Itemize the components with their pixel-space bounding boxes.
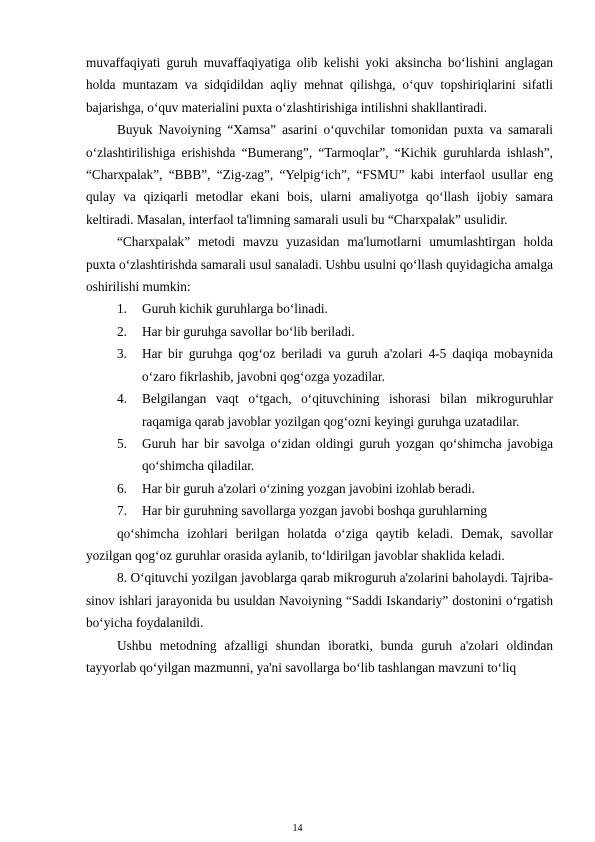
- paragraph-3: “Charxpalak” metodi mavzu yuzasidan ma'lumotlarni umumlashtirgan holda puxta o‘zlashtirishda samarali usul sanaladi. Ushbu usulni qo‘llash quyidagicha amalga oshirilishi mumkin:: [86, 234, 553, 295]
- list-item-number: 6.: [117, 480, 127, 496]
- paragraph-6: Ushbu metodning afzalligi shundan iboratki, bunda guruh a'zolari oldindan tayyorlab qo‘yilgan mazmunni, ya'ni savollarga bo‘lib tashlangan mavzuni to‘liq: [86, 637, 553, 675]
- list-item-text: Guruh har bir savolga o‘zidan oldingi guruh yozgan qo‘shimcha javobiga qo‘shimcha qiladilar.: [142, 435, 553, 474]
- list-item-number: 3.: [117, 346, 127, 362]
- numbered-list: [86, 298, 553, 522]
- document-page: [86, 52, 553, 679]
- page-number: 14: [292, 823, 303, 834]
- list-item-number: 1.: [117, 301, 127, 317]
- list-item: [86, 298, 553, 320]
- list-item-text: Guruh kichik guruhlarga bo‘linadi.: [142, 301, 328, 317]
- paragraph-4: qo‘shimcha izohlari berilgan holatda o‘ziga qaytib keladi. Demak, savollar yozilgan qog‘oz guruhlar orasida aylanib, to‘ldirilgan javoblar shaklida keladi.: [86, 525, 553, 563]
- list-item: [86, 388, 553, 433]
- list-item: [86, 478, 553, 500]
- list-item-text: Har bir guruhga qog‘oz beriladi va guruh a'zolari 4-5 daqiqa mobaynida o‘zaro fikrlashib, javobni qog‘ozga yozadilar.: [142, 346, 553, 384]
- list-item: [86, 343, 553, 388]
- list-item-text: Har bir guruhning savollarga yozgan javobi boshqa guruhlarning: [142, 503, 488, 519]
- paragraph-1: muvaffaqiyati guruh muvaffaqiyatiga olib kelishi yoki aksincha bo‘lishini anglagan holda muntazam va sidqidildan aqliy mehnat qilishga, o‘quv topshiriqlarini sifatli bajarishga, o‘quv materialini puxta o‘zlashtirishiga intilishni shakllantiradi.: [86, 55, 553, 115]
- paragraph-2: Buyuk Navoiyning “Xamsa” asarini o‘quvchilar tomonidan puxta va samarali o‘zlashtirilishiga erishishda “Bumerang”, “Tarmoqlar”, “Kichik guruhlarda ishlash”, “Charxpalak”, “BBB”, “Zig-zag”, “Yelpig‘ich”, “FSMU” kabi interfaol usullar eng qulay va qiziqarli metodlar ekani bois, ularni amaliyotga qo‘llash ijobiy samara keltiradi. Masalan, interfaol ta'limning samarali usuli bu “Charxpalak” usulidir.: [86, 122, 553, 227]
- list-item-number: 5.: [117, 435, 127, 451]
- list-item-number: 2.: [117, 323, 127, 339]
- list-item-text: Har bir guruhga savollar bo‘lib beriladi.: [142, 323, 355, 339]
- list-item: [86, 500, 553, 522]
- list-item-number: 4.: [117, 391, 127, 407]
- list-item-text: Har bir guruh a'zolari o‘zining yozgan javobini izohlab beradi.: [142, 480, 475, 496]
- paragraph-5: 8. O‘qituvchi yozilgan javoblarga qarab mikroguruh a'zolarini baholaydi. Tajriba-sinov ishlari jarayonida bu usuldan Navoiyning “Saddi Iskandariy” dostonini o‘rgatish bo‘yicha foydalanildi.: [86, 570, 553, 631]
- list-item-number: 7.: [117, 503, 127, 519]
- list-item-text: Belgilangan vaqt o‘tgach, o‘qituvchining ishorasi bilan mikroguruhlar raqamiga qarab javoblar yozilgan qog‘ozni keyingi guruhga uzatadilar.: [142, 391, 553, 429]
- list-item: [86, 321, 553, 343]
- list-item: [86, 433, 553, 478]
